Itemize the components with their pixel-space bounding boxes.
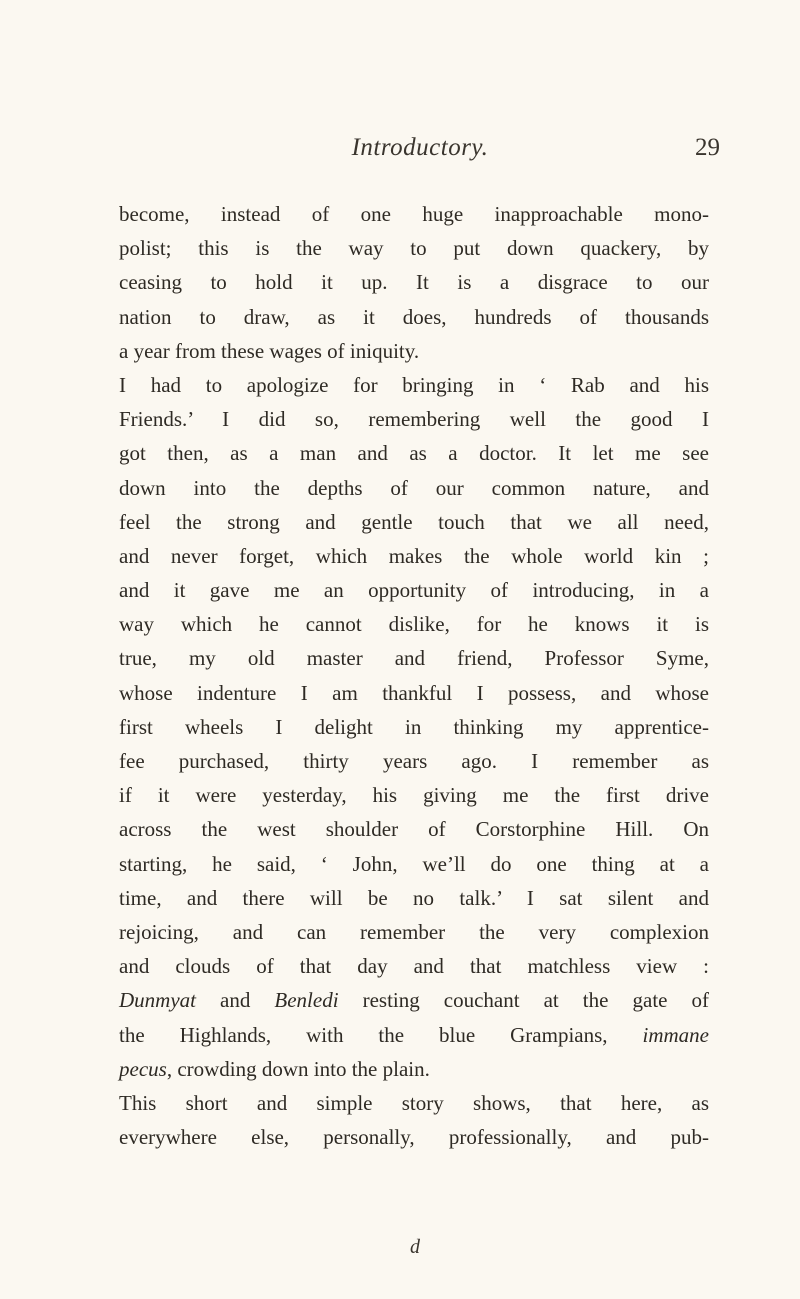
text-line: and never forget, which makes the whole world kin ;	[119, 543, 709, 568]
text-line: got then, as a man and as a doctor. It let me see	[119, 441, 709, 466]
text-line: feel the strong and gentle touch that we all need,	[119, 509, 709, 534]
text-line: if it were yesterday, his giving me the first drive	[119, 783, 709, 808]
text-line: fee purchased, thirty years ago. I remember as	[119, 749, 709, 773]
text-line: time, and there will be no talk.’ I sat silent and	[119, 885, 709, 910]
running-title: Introductory.	[351, 134, 489, 161]
text-line: ceasing to hold it up. It is a disgrace to our	[119, 270, 709, 295]
text-line: rejoicing, and can remember the very complexion	[119, 919, 709, 944]
text-line: way which he cannot dislike, for he knows it is	[119, 612, 709, 637]
body-text	[119, 197, 709, 1154]
text-line: down into the depths of our common nature, and	[119, 475, 709, 500]
text-line: pecus, crowding down into the plain.	[119, 1056, 430, 1081]
text-line: Friends.’ I did so, remembering well the good I	[119, 407, 709, 432]
text-line: This short and simple story shows, that here, as	[119, 1090, 709, 1115]
text-line: polist; this is the way to put down quackery, by	[119, 236, 709, 261]
text-line: a year from these wages of iniquity.	[119, 338, 420, 363]
text-line: whose indenture I am thankful I possess, and whose	[119, 680, 709, 705]
text-line: true, my old master and friend, Professor Syme,	[119, 646, 709, 671]
page-number: 29	[695, 134, 720, 161]
signature-mark: d	[410, 1236, 420, 1258]
text-line: nation to draw, as it does, hundreds of thousands	[119, 304, 709, 329]
text-line: across the west shoulder of Corstorphine Hill. On	[119, 817, 709, 842]
text-line: the Highlands, with the blue Grampians, immane	[119, 1022, 709, 1047]
text-line: starting, he said, ‘ John, we’ll do one thing at a	[119, 851, 709, 876]
text-line: become, instead of one huge inapproachable mono-	[119, 202, 709, 226]
text-line: everywhere else, personally, professionally, and pub-	[119, 1125, 709, 1150]
text-line: first wheels I delight in thinking my apprentice-	[119, 714, 709, 739]
text-line: Dunmyat and Benledi resting couchant at the gate of	[119, 988, 710, 1013]
text-line: and clouds of that day and that matchless view :	[119, 954, 709, 979]
text-line: and it gave me an opportunity of introducing, in a	[119, 578, 709, 603]
running-head	[120, 134, 720, 170]
text-line: I had to apologize for bringing in ‘ Rab and his	[119, 372, 709, 397]
